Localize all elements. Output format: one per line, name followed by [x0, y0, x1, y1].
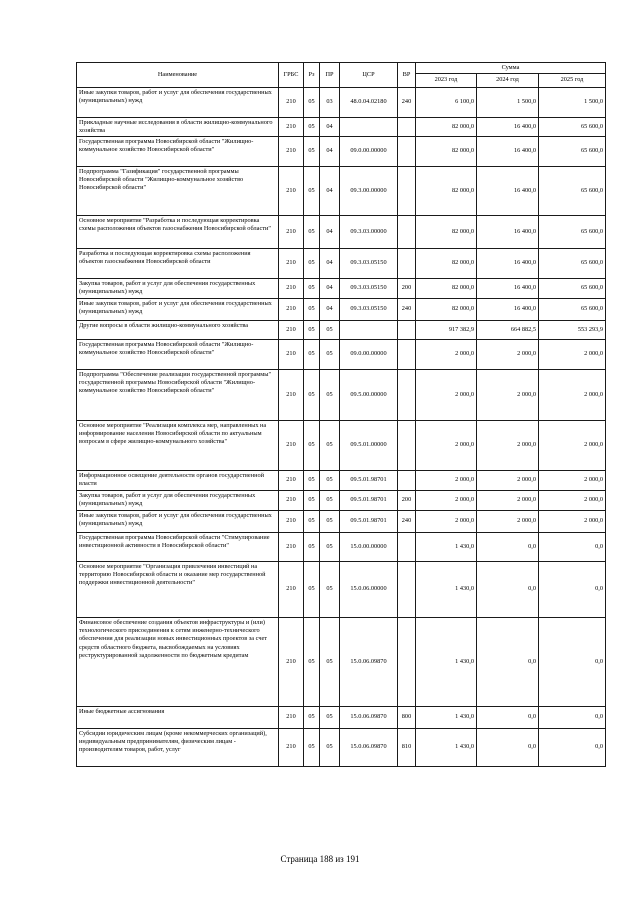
row-csr: 48.0.04.02180 [340, 88, 398, 118]
row-sum-2025: 0,0 [539, 729, 606, 767]
row-rz: 05 [304, 370, 320, 421]
row-vr [398, 562, 416, 618]
row-csr: 09.5.01.98701 [340, 511, 398, 533]
row-sum-2025: 553 293,9 [539, 321, 606, 340]
row-sum-2023: 1 430,0 [416, 533, 477, 562]
row-grbs: 210 [279, 471, 304, 491]
row-rz: 05 [304, 421, 320, 471]
row-sum-2025: 2 000,0 [539, 370, 606, 421]
row-csr: 09.5.01.98701 [340, 491, 398, 511]
row-sum-2024: 664 882,5 [477, 321, 539, 340]
row-sum-2023: 82 000,0 [416, 299, 477, 321]
row-sum-2025: 65 600,0 [539, 216, 606, 249]
budget-table [76, 62, 606, 767]
row-rz: 05 [304, 216, 320, 249]
budget-table-container [76, 62, 605, 767]
table-row [77, 137, 606, 167]
row-grbs: 210 [279, 511, 304, 533]
row-pr: 05 [320, 321, 340, 340]
row-vr [398, 167, 416, 216]
row-pr: 05 [320, 533, 340, 562]
row-rz: 05 [304, 299, 320, 321]
table-row [77, 321, 606, 340]
row-sum-2023: 82 000,0 [416, 249, 477, 279]
row-rz: 05 [304, 279, 320, 299]
row-sum-2023: 82 000,0 [416, 118, 477, 137]
row-grbs: 210 [279, 370, 304, 421]
row-vr: 800 [398, 707, 416, 729]
budget-table-body [77, 88, 606, 767]
row-sum-2024: 2 000,0 [477, 471, 539, 491]
row-pr: 05 [320, 618, 340, 707]
row-csr: 15.0.06.09870 [340, 729, 398, 767]
row-sum-2024: 16 400,0 [477, 167, 539, 216]
row-sum-2025: 1 500,0 [539, 88, 606, 118]
row-sum-2024: 2 000,0 [477, 491, 539, 511]
row-grbs: 210 [279, 137, 304, 167]
row-name: Государственная программа Новосибирской области "Стимулирование инвестиционной активности в Новосибирской области" [77, 533, 279, 562]
row-grbs: 210 [279, 618, 304, 707]
row-pr: 04 [320, 249, 340, 279]
row-pr: 04 [320, 118, 340, 137]
row-sum-2024: 16 400,0 [477, 249, 539, 279]
row-pr: 05 [320, 471, 340, 491]
row-sum-2023: 917 382,9 [416, 321, 477, 340]
table-row [77, 340, 606, 370]
row-sum-2024: 16 400,0 [477, 118, 539, 137]
table-row [77, 491, 606, 511]
header-year-2025: 2025 год [539, 74, 606, 88]
table-row [77, 471, 606, 491]
row-sum-2023: 2 000,0 [416, 370, 477, 421]
row-rz: 05 [304, 707, 320, 729]
table-row [77, 370, 606, 421]
row-sum-2024: 16 400,0 [477, 279, 539, 299]
row-grbs: 210 [279, 279, 304, 299]
row-rz: 05 [304, 167, 320, 216]
row-grbs: 210 [279, 167, 304, 216]
row-grbs: 210 [279, 88, 304, 118]
row-name: Закупка товаров, работ и услуг для обеспечения государственных (муниципальных) нужд [77, 279, 279, 299]
table-row [77, 729, 606, 767]
row-grbs: 210 [279, 299, 304, 321]
row-pr: 05 [320, 707, 340, 729]
row-vr: 810 [398, 729, 416, 767]
header-year-2024: 2024 год [477, 74, 539, 88]
row-vr [398, 216, 416, 249]
row-grbs: 210 [279, 249, 304, 279]
row-pr: 05 [320, 421, 340, 471]
header-vr: ВР [398, 63, 416, 88]
row-csr [340, 321, 398, 340]
row-sum-2024: 16 400,0 [477, 216, 539, 249]
page-number: Страница 188 из 191 [280, 854, 360, 864]
row-sum-2023: 2 000,0 [416, 491, 477, 511]
row-name: Иные закупки товаров, работ и услуг для обеспечения государственных (муниципальных) нужд [77, 299, 279, 321]
row-sum-2025: 2 000,0 [539, 511, 606, 533]
row-rz: 05 [304, 491, 320, 511]
table-row [77, 249, 606, 279]
row-vr [398, 421, 416, 471]
row-rz: 05 [304, 340, 320, 370]
row-sum-2024: 2 000,0 [477, 370, 539, 421]
row-sum-2025: 65 600,0 [539, 167, 606, 216]
row-pr: 04 [320, 279, 340, 299]
row-sum-2024: 1 500,0 [477, 88, 539, 118]
row-sum-2024: 2 000,0 [477, 511, 539, 533]
row-vr [398, 618, 416, 707]
header-rz: Рз [304, 63, 320, 88]
row-sum-2025: 0,0 [539, 562, 606, 618]
row-sum-2023: 82 000,0 [416, 279, 477, 299]
row-grbs: 210 [279, 562, 304, 618]
row-sum-2024: 0,0 [477, 618, 539, 707]
row-pr: 04 [320, 216, 340, 249]
header-csr: ЦСР [340, 63, 398, 88]
row-pr: 05 [320, 370, 340, 421]
row-csr: 09.3.03.05150 [340, 279, 398, 299]
row-grbs: 210 [279, 421, 304, 471]
row-sum-2025: 65 600,0 [539, 249, 606, 279]
table-row [77, 533, 606, 562]
row-rz: 05 [304, 118, 320, 137]
row-name: Информационное освещение деятельности органов государственной власти [77, 471, 279, 491]
row-vr: 240 [398, 511, 416, 533]
row-sum-2025: 65 600,0 [539, 118, 606, 137]
row-name: Подпрограмма "Газификация" государственной программы Новосибирской области "Жилищно-коммунальное хозяйство Новосибирской области" [77, 167, 279, 216]
table-row [77, 279, 606, 299]
row-csr: 15.0.06.09870 [340, 618, 398, 707]
row-pr: 04 [320, 167, 340, 216]
row-sum-2024: 0,0 [477, 729, 539, 767]
row-pr: 05 [320, 340, 340, 370]
row-grbs: 210 [279, 118, 304, 137]
row-name: Основное мероприятие "Реализация комплекса мер, направленных на информирование населения Новосибирской области по актуальным вопросам в сфере жилищно-коммунального хозяйства" [77, 421, 279, 471]
row-rz: 05 [304, 88, 320, 118]
row-sum-2023: 2 000,0 [416, 471, 477, 491]
row-sum-2023: 2 000,0 [416, 421, 477, 471]
row-vr: 200 [398, 279, 416, 299]
row-grbs: 210 [279, 729, 304, 767]
row-csr: 09.3.00.00000 [340, 167, 398, 216]
row-vr [398, 249, 416, 279]
row-rz: 05 [304, 137, 320, 167]
row-sum-2025: 65 600,0 [539, 279, 606, 299]
row-sum-2025: 0,0 [539, 533, 606, 562]
row-grbs: 210 [279, 491, 304, 511]
row-csr: 15.0.06.00000 [340, 562, 398, 618]
row-name: Закупка товаров, работ и услуг для обеспечения государственных (муниципальных) нужд [77, 491, 279, 511]
row-name: Прикладные научные исследования в области жилищно-коммунального хозяйства [77, 118, 279, 137]
row-sum-2025: 2 000,0 [539, 471, 606, 491]
table-row [77, 118, 606, 137]
row-pr: 04 [320, 299, 340, 321]
row-pr: 05 [320, 491, 340, 511]
table-row [77, 707, 606, 729]
header-grbs: ГРБС [279, 63, 304, 88]
row-sum-2023: 6 100,0 [416, 88, 477, 118]
row-sum-2023: 82 000,0 [416, 167, 477, 216]
row-sum-2025: 2 000,0 [539, 491, 606, 511]
row-csr [340, 118, 398, 137]
row-sum-2024: 0,0 [477, 707, 539, 729]
row-name: Иные закупки товаров, работ и услуг для обеспечения государственных (муниципальных) нужд [77, 511, 279, 533]
row-sum-2023: 1 430,0 [416, 618, 477, 707]
row-grbs: 210 [279, 321, 304, 340]
table-row [77, 511, 606, 533]
row-sum-2023: 2 000,0 [416, 340, 477, 370]
row-sum-2024: 16 400,0 [477, 299, 539, 321]
row-vr [398, 533, 416, 562]
row-sum-2023: 1 430,0 [416, 707, 477, 729]
row-vr [398, 370, 416, 421]
row-sum-2025: 0,0 [539, 707, 606, 729]
row-vr: 240 [398, 299, 416, 321]
row-sum-2024: 2 000,0 [477, 340, 539, 370]
row-name: Другие вопросы в области жилищно-коммунального хозяйства [77, 321, 279, 340]
row-csr: 09.5.01.00000 [340, 421, 398, 471]
row-vr [398, 137, 416, 167]
header-name: Наименование [77, 63, 279, 88]
row-csr: 09.3.03.05150 [340, 249, 398, 279]
row-sum-2024: 2 000,0 [477, 421, 539, 471]
row-name: Субсидии юридическим лицам (кроме некоммерческих организаций), индивидуальным предпринимателям, физическим лицам - производителям товаров, работ, услуг [77, 729, 279, 767]
table-row [77, 167, 606, 216]
row-grbs: 210 [279, 707, 304, 729]
row-grbs: 210 [279, 533, 304, 562]
row-csr: 15.0.00.00000 [340, 533, 398, 562]
row-sum-2025: 0,0 [539, 618, 606, 707]
row-sum-2025: 2 000,0 [539, 421, 606, 471]
row-pr: 05 [320, 562, 340, 618]
row-vr [398, 471, 416, 491]
row-rz: 05 [304, 471, 320, 491]
row-vr: 200 [398, 491, 416, 511]
row-name: Финансовое обеспечение создания объектов инфраструктуры и (или) технологического присоединения к сетям инженерно-технического обеспечения для реализации новых инвестиционных проектов за счет средств областного бюджета, высвобождаемых на условиях реструктурированной задолженности по бюджетным кредитам [77, 618, 279, 707]
row-csr: 09.3.03.00000 [340, 216, 398, 249]
table-row [77, 299, 606, 321]
row-vr [398, 340, 416, 370]
row-vr [398, 321, 416, 340]
row-grbs: 210 [279, 216, 304, 249]
row-rz: 05 [304, 321, 320, 340]
row-sum-2023: 82 000,0 [416, 216, 477, 249]
row-sum-2023: 1 430,0 [416, 729, 477, 767]
row-vr: 240 [398, 88, 416, 118]
row-name: Государственная программа Новосибирской области "Жилищно-коммунальное хозяйство Новосибирской области" [77, 340, 279, 370]
row-rz: 05 [304, 511, 320, 533]
row-rz: 05 [304, 249, 320, 279]
table-row [77, 618, 606, 707]
row-name: Разработка и последующая корректировка схемы расположения объектов газоснабжения Новосибирской области [77, 249, 279, 279]
row-sum-2025: 65 600,0 [539, 137, 606, 167]
table-row [77, 421, 606, 471]
row-csr: 09.5.01.98701 [340, 471, 398, 491]
row-csr: 09.5.00.00000 [340, 370, 398, 421]
row-csr: 09.3.03.05150 [340, 299, 398, 321]
row-vr [398, 118, 416, 137]
row-pr: 05 [320, 729, 340, 767]
row-sum-2024: 0,0 [477, 533, 539, 562]
row-sum-2025: 2 000,0 [539, 340, 606, 370]
row-rz: 05 [304, 729, 320, 767]
row-csr: 09.0.00.00000 [340, 340, 398, 370]
row-rz: 05 [304, 618, 320, 707]
row-sum-2024: 16 400,0 [477, 137, 539, 167]
header-year-2023: 2023 год [416, 74, 477, 88]
row-rz: 05 [304, 562, 320, 618]
row-name: Подпрограмма "Обеспечение реализации государственной программы" государственной программы Новосибирской области "Жилищно-коммунальное хозяйство Новосибирской области" [77, 370, 279, 421]
row-pr: 05 [320, 511, 340, 533]
table-row [77, 88, 606, 118]
row-pr: 03 [320, 88, 340, 118]
table-row [77, 562, 606, 618]
row-grbs: 210 [279, 340, 304, 370]
row-sum-2023: 1 430,0 [416, 562, 477, 618]
row-pr: 04 [320, 137, 340, 167]
row-sum-2023: 82 000,0 [416, 137, 477, 167]
row-sum-2025: 65 600,0 [539, 299, 606, 321]
header-sum: Сумма [416, 63, 606, 74]
header-pr: ПР [320, 63, 340, 88]
row-csr: 15.0.06.09870 [340, 707, 398, 729]
row-sum-2023: 2 000,0 [416, 511, 477, 533]
row-sum-2024: 0,0 [477, 562, 539, 618]
row-name: Основное мероприятие "Организация привлечения инвестиций на территорию Новосибирской области и оказание мер государственной поддержки инвестиционной деятельности" [77, 562, 279, 618]
row-name: Государственная программа Новосибирской области "Жилищно-коммунальное хозяйство Новосибирской области" [77, 137, 279, 167]
row-name: Иные бюджетные ассигнования [77, 707, 279, 729]
row-name: Иные закупки товаров, работ и услуг для обеспечения государственных (муниципальных) нужд [77, 88, 279, 118]
row-rz: 05 [304, 533, 320, 562]
row-csr: 09.0.00.00000 [340, 137, 398, 167]
table-row [77, 216, 606, 249]
row-name: Основное мероприятие "Разработка и последующая корректировка схемы расположения объектов газоснабжения Новосибирской области" [77, 216, 279, 249]
